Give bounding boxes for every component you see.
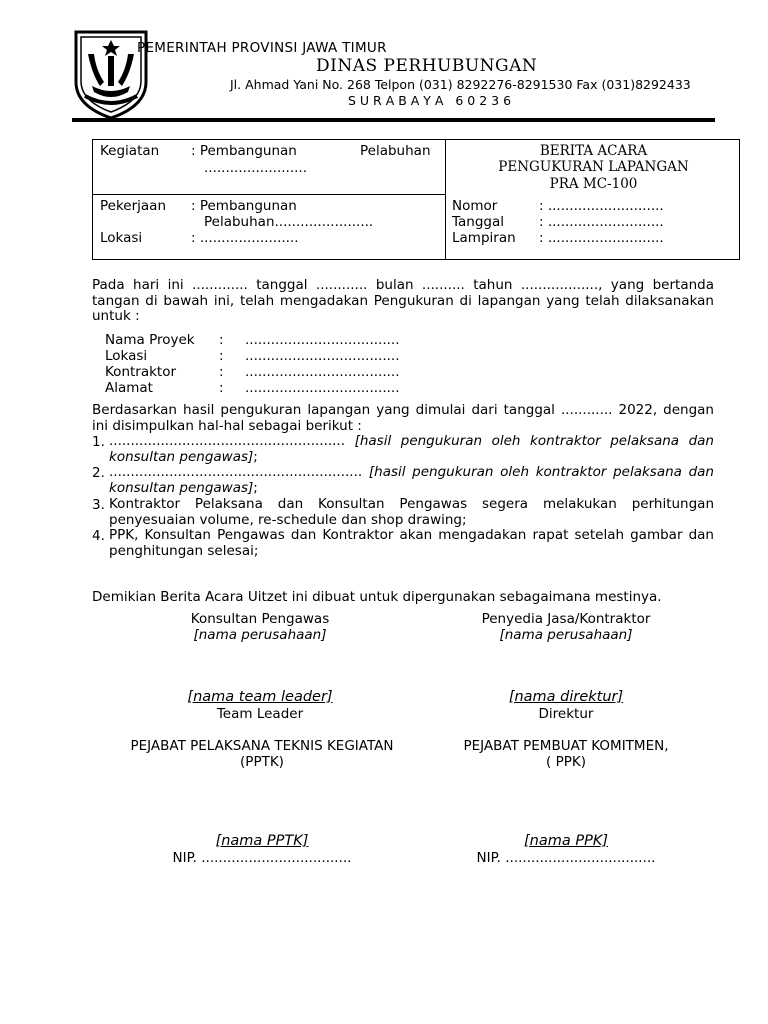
address-line: Jl. Ahmad Yani No. 268 Telpon (031) 8292276-8291530 Fax (031)8292433 (230, 77, 691, 92)
list-item-dots: ....................................................... (109, 433, 346, 449)
left-signatory-title: Team Leader (216, 706, 304, 722)
doc-title-1: BERITA ACARA (539, 143, 648, 159)
list-item-end: ; (253, 479, 258, 496)
list-item (109, 434, 714, 465)
nomor-value: : ........................... (539, 198, 664, 214)
east-java-coat-of-arms-icon (70, 24, 152, 120)
field-label: Alamat (105, 380, 153, 396)
field-sep: : (219, 348, 224, 364)
pptk-abbr: (PPTK) (240, 754, 284, 770)
list-item-note: [hasil pengukuran oleh kontraktor pelaksana dan konsultan pengawas] (109, 464, 714, 496)
list-number: 1. (92, 434, 105, 450)
doc-title-2: PENGUKURAN LAPANGAN (498, 159, 689, 175)
lampiran-value: : ........................... (539, 230, 664, 246)
field-sep: : (219, 332, 224, 348)
pptk-name: [nama PPTK] (215, 833, 309, 849)
lokasi-value: : ....................... (191, 230, 299, 246)
field-label: Nama Proyek (105, 332, 195, 348)
list-item: Kontraktor Pelaksana dan Konsultan Pengawas segera melakukan perhitungan penyesuaian volume, re-schedule dan shop drawing; (109, 496, 714, 528)
lokasi-label: Lokasi (100, 230, 143, 246)
result-intro: Berdasarkan hasil pengukuran lapangan yang dimulai dari tanggal ............ 2022, dengan ini disimpulkan hal-hal sebagai berikut : (92, 402, 714, 434)
kegiatan-dots: ........................ (204, 160, 307, 176)
pekerjaan-value: : Pembangunan (191, 198, 297, 214)
city-line: S U R A B A Y A 6 0 2 3 6 (348, 93, 512, 108)
pekerjaan-label: Pekerjaan (100, 198, 167, 214)
list-item-dots: ........................................................... (109, 464, 363, 480)
right-company: [nama perusahaan] (499, 627, 633, 643)
kegiatan-value-2: Pelabuhan (360, 143, 431, 159)
tanggal-label: Tanggal (452, 214, 505, 230)
right-signatory-title: Direktur (538, 706, 594, 722)
left-signatory-name: [nama team leader] (187, 689, 333, 705)
right-signatory-name: [nama direktur] (508, 689, 624, 705)
right-signatory-role: Penyedia Jasa/Kontraktor (481, 611, 651, 627)
ppk-name: [nama PPK] (523, 833, 608, 849)
left-company: [nama perusahaan] (193, 627, 327, 643)
org-name: PEMERINTAH PROVINSI JAWA TIMUR (137, 40, 387, 56)
list-item: PPK, Konsultan Pengawas dan Kontraktor akan mengadakan rapat setelah gambar dan penghitungan selesai; (109, 527, 714, 559)
field-value: .................................... (245, 380, 400, 396)
ppk-abbr: ( PPK) (546, 754, 586, 770)
field-sep: : (219, 380, 224, 396)
field-value: .................................... (245, 348, 400, 364)
tanggal-value: : ........................... (539, 214, 664, 230)
kegiatan-label: Kegiatan (100, 143, 160, 159)
header-divider (72, 118, 715, 122)
field-value: .................................... (245, 364, 400, 380)
doc-title-3: PRA MC-100 (549, 176, 638, 192)
left-signatory-role: Konsultan Pengawas (190, 611, 330, 627)
pptk-role: PEJABAT PELAKSANA TEKNIS KEGIATAN (130, 738, 394, 754)
kegiatan-value: : Pembangunan (191, 143, 297, 159)
dept-name: DINAS PERHUBUNGAN (316, 56, 538, 76)
ppk-role: PEJABAT PEMBUAT KOMITMEN, (463, 738, 669, 754)
field-label: Lokasi (105, 348, 148, 364)
list-item-note: [hasil pengukuran oleh kontraktor pelaksana dan konsultan pengawas] (109, 433, 714, 465)
field-label: Kontraktor (105, 364, 177, 380)
ppk-nip: NIP. ................................... (476, 850, 656, 866)
info-box (92, 139, 740, 260)
nomor-label: Nomor (452, 198, 498, 214)
list-item-end: ; (253, 448, 258, 465)
field-sep: : (219, 364, 224, 380)
list-item (109, 465, 714, 496)
list-number: 4. (92, 528, 105, 544)
lampiran-label: Lampiran (452, 230, 516, 246)
pekerjaan-value-2: Pelabuhan....................... (204, 214, 374, 230)
intro-paragraph: Pada hari ini ............. tanggal ............ bulan .......... tahun .................., yang bertanda tangan di bawah ini, telah mengadakan Pengukuran di lapangan yang telah dilaksanakan untuk : (92, 277, 714, 324)
box-divider-horizontal (93, 194, 445, 195)
field-value: .................................... (245, 332, 400, 348)
list-number: 3. (92, 497, 105, 513)
pptk-nip: NIP. ................................... (172, 850, 352, 866)
closing-paragraph: Demikian Berita Acara Uitzet ini dibuat untuk dipergunakan sebagaimana mestinya. (92, 589, 662, 605)
list-number: 2. (92, 465, 105, 481)
